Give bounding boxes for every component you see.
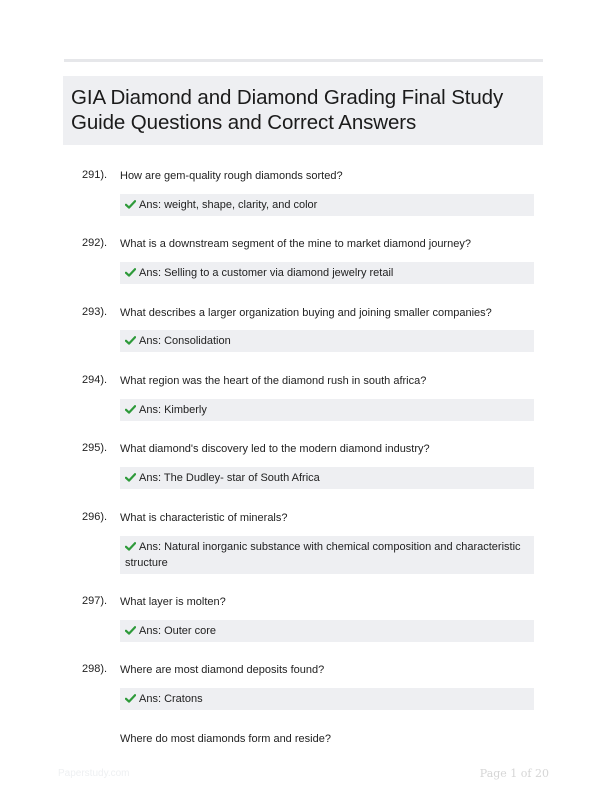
checkmark-icon — [125, 473, 136, 482]
question-number: 294). — [82, 374, 108, 386]
checkmark-icon — [125, 200, 136, 209]
checkmark-icon — [125, 626, 136, 635]
checkmark-icon — [125, 405, 136, 414]
answer-text: Ans: Outer core — [139, 625, 217, 637]
checkmark-icon — [125, 694, 136, 703]
question-text: What is characteristic of minerals? — [120, 512, 288, 524]
answer-box — [120, 688, 534, 710]
answer-text: Ans: Natural inorganic substance with chemical composition and characteristic structure — [125, 541, 521, 569]
question-text: How are gem-quality rough diamonds sorted? — [120, 170, 343, 182]
question-text: What describes a larger organization buying and joining smaller companies? — [120, 307, 492, 319]
question-text: Where do most diamonds form and reside? — [120, 733, 331, 745]
question-text: What region was the heart of the diamond rush in south africa? — [120, 375, 427, 387]
answer-text: Ans: Selling to a customer via diamond jewelry retail — [139, 267, 394, 279]
answer-box — [120, 330, 534, 352]
answer-box — [120, 399, 534, 421]
checkmark-icon — [125, 268, 136, 277]
question-number: 296). — [82, 511, 108, 523]
answer-text: Ans: Consolidation — [139, 335, 231, 347]
answer-box — [120, 262, 534, 284]
footer-site-watermark: Paperstudy.com — [58, 768, 130, 779]
question-number: 292). — [82, 237, 108, 249]
answer-text: Ans: weight, shape, clarity, and color — [139, 199, 318, 211]
question-text: What is a downstream segment of the mine to market diamond journey? — [120, 238, 471, 250]
question-number: 297). — [82, 595, 108, 607]
document-title: GIA Diamond and Diamond Grading Final Study Guide Questions and Correct Answers — [71, 86, 504, 134]
answer-text: Ans: Cratons — [139, 693, 203, 705]
answer-text: Ans: The Dudley- star of South Africa — [139, 472, 320, 484]
answer-text: Ans: Kimberly — [139, 404, 207, 416]
top-divider — [64, 59, 543, 62]
checkmark-icon — [125, 542, 136, 551]
answer-box — [120, 467, 534, 489]
question-text: What diamond's discovery led to the modern diamond industry? — [120, 443, 430, 455]
question-number: 293). — [82, 306, 108, 318]
question-number: 295). — [82, 442, 108, 454]
page-number: Page 1 of 20 — [479, 767, 549, 780]
question-text: What layer is molten? — [120, 596, 226, 608]
question-number: 298). — [82, 663, 108, 675]
question-number: 291). — [82, 169, 108, 181]
answer-box — [120, 620, 534, 642]
answer-box — [120, 194, 534, 216]
question-text: Where are most diamond deposits found? — [120, 664, 325, 676]
answer-box — [120, 536, 534, 574]
title-banner — [63, 76, 543, 145]
checkmark-icon — [125, 336, 136, 345]
